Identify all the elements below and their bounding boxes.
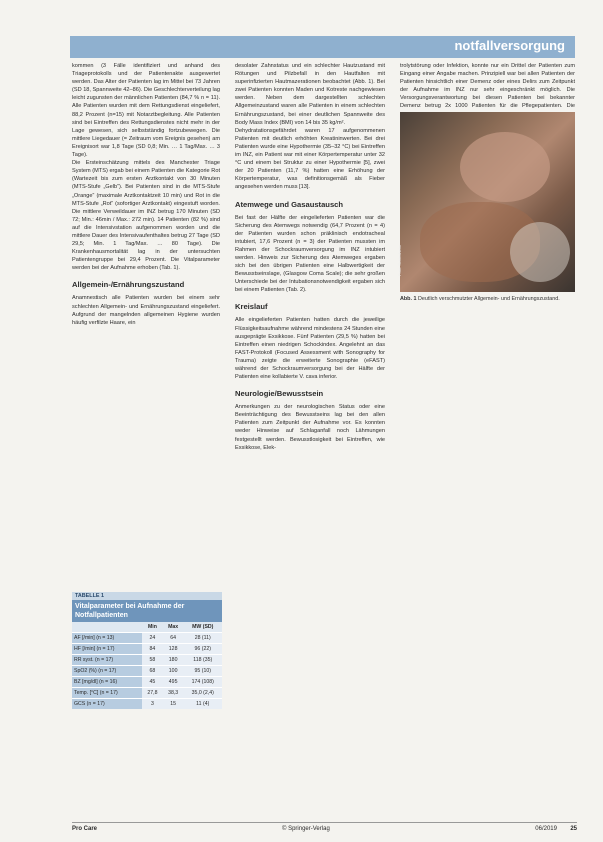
table-cell: 58 [142, 655, 163, 666]
section-heading: Atemwege und Gasaustausch [235, 199, 344, 209]
row-label: HF [/min] (n = 17) [72, 644, 142, 655]
row-label: AF [/min] (n = 13) [72, 633, 142, 644]
table-header-cell: Max [163, 622, 184, 633]
paragraph: kommen (3 Fälle identifiziert und anhand des Triageprotokolls und der Patientenakte ausgewertet werden. Das Alter der Patienten lag im Mittel bei 73 Jahren (SD 18, Spannweite 42–86). Die Geschlechterverteilung lag leicht zugunsten der männlichen Patienten (84,7 % n = 11). Alle Patienten wurden mit dem Rettungsdienst eingeliefert, 88,2 Prozent (n=15) mit Notarztbegleitung. Alle Patienten sind bei Eintreffen des Rettungsdienstes nicht mehr in der Lage gewesen, sich selbstständig fortzubewegen. Die mittlere Liegedauer (= Zeitraum vom Ereignis gesehen) am Ereignisort war 1,8 Tage (SD 0,8; Min. … 1 Tag/Max. … 3 Tage). [72, 63, 221, 159]
table-cell: 3 [142, 699, 163, 710]
caption-text: Deutlich verschmutzter Allgemein- und Ernährungszustand. [417, 296, 560, 302]
table-header-cell [72, 622, 142, 633]
paragraph: Bei fast der Hälfte der eingelieferten Patienten war die Sicherung des Atemwegs notwendig (64,7 Prozent (n = 4) der Patienten wurden schon präklinisch endotracheal intubiert, 17,6 Prozent (n = 3) der Patienten mussten im Rahmen der Schockraumversorgung im INZ intubiert werden. Hinweis zur Sicherung des Atemweges ergaben sich bei den übrigen Patienten eine Halbwertigkeit der Bewusstseinslage, (Glasgow Coma Scale); die sehr großen Unterschiede bei der Intubationsnotwendigkeit ergaben sich bei einem Patienten (Tab. 2). [235, 214, 385, 294]
section-heading: Kreislauf [235, 302, 268, 312]
table-label: TABELLE 1 [72, 592, 222, 600]
page-number: 25 [570, 826, 577, 832]
table-row [72, 655, 222, 666]
vital-signs-table [72, 592, 222, 709]
paragraph: Alle eingelieferten Patienten hatten durch die jeweilige Flüssigkeitsaufnahme während mindestens 24 Stunden eine ausgeprägte Exsikkose. Fünf Patienten (29,5 %) hatten bei Eintreffen einen niedrigen Schockindex. Angelehnt an das FAST-Protokoll (Focused Assessment with Sonography for Trauma) zeigte die erweiterte Sonographie (eFAST) während der Schockraumversorgung bei der Hälfte der Patienten eine kollabierte V. cava inferior. [235, 317, 385, 381]
table-cell: 118 (35) [183, 655, 222, 666]
row-label: RR syst. (n = 17) [72, 655, 142, 666]
section-title: notfallversorgung [454, 38, 565, 53]
table-cell: 100 [163, 666, 184, 677]
table-cell: 24 [142, 633, 163, 644]
photo-credit: Foto: Schiedhelm [397, 244, 402, 276]
publisher: © Springer-Verlag [282, 826, 330, 832]
paragraph: Anmerkungen zu der neurologischen Status oder eine Beeinträchtigung des Bewusstseins lag bei den allen Patienten zum Zeitpunkt der Aufnahme vor. Es konnten weder Hinweise auf Schlaganfall noch Lähmungen festgestellt werden. Bewusstlosigkeit bei Eintreffen, wie Exsikkose, Elek- [235, 404, 385, 451]
section-heading: Neurologie/Bewusstsein [235, 389, 324, 399]
table-cell: 64 [163, 633, 184, 644]
paragraph: trolytstörung oder Infektion, konnte nur ein Drittel der Patienten zum Eingang einer Angabe machen. Prinzipiell war bei allen Patienten der Patienten hinsichtlich einer Demenz oder eines Delirs zum Zeitpunkt der Aufnahme im INZ nur sehr eingeschränkt möglich. Die Versorgungsverantwortung bei diesen Patienten bei bekannter Demenz betrug 2x 1000 Patienten für die Pflegepatienten. Die [400, 63, 575, 110]
paragraph: Dehydratationsgefährdet waren 17 aufgenommenen Patienten mit deutlich erhöhten Kreatininwerten. Bei drei Patienten wurde eine Hypothermie (35–32 °C) bei Eintreffen im INZ, ein Patient war mit einer Körpertemperatur unter 32 °C und einem bei Struktur zu einer Hypothermie [5], zwei der 20 Patienten (11,7 %) hatten eine Erhöhung der Körpertemperatur, was definitionsgemäß als Fieber angesehen werden muss [13]. [235, 127, 385, 191]
row-label: Temp. [°C] (n = 17) [72, 688, 142, 699]
table-row [72, 644, 222, 655]
journal-name: Pro Care [72, 826, 98, 832]
table-cell: 28 (11) [183, 633, 222, 644]
table-cell: 68 [142, 666, 163, 677]
table-cell: 174 (108) [183, 677, 222, 688]
table-row [72, 666, 222, 677]
table-cell: 11 (4) [183, 699, 222, 710]
paragraph: desolater Zahnstatus und ein schlechter Hautzustand mit Rötungen und Pilzbefall in den Hautfalten mit superinfizierten Hautmazerationen beobachtet (Abb. 1). Bei zwei Patienten konnten Maden und Kotreste nachgewiesen werden. Neben dem dargestellten schlechten Allgemeinzustand waren alle Patienten in einem schlechten Ernährungszustand, bei einer deutlichen Spannweite des Body Mass Index (BMI) von 14 bis 35 kg/m². [235, 63, 385, 126]
table-cell: 35,0 (2,4) [183, 688, 222, 699]
row-label: BZ [mg/dl] (n = 16) [72, 677, 142, 688]
table-grid [72, 622, 222, 709]
table-header-cell: MW (SD) [183, 622, 222, 633]
caption-label: Abb. 1 [400, 296, 417, 302]
figure-caption [400, 296, 575, 303]
text-column-1 [72, 62, 220, 327]
table-row [72, 677, 222, 688]
section-heading: Allgemein-/Ernährungszustand [72, 280, 185, 290]
table-cell: 45 [142, 677, 163, 688]
table-cell: 27,8 [142, 688, 163, 699]
patient-photo [397, 112, 575, 292]
table-cell: 95 (10) [183, 666, 222, 677]
paragraph: Anamnestisch alle Patienten wurden bei einem sehr schlechten Allgemein- und Ernährungszustand eingeliefert. Aufgrund der mangelnden allgemeinen Hygiene wurden häufig verfilzte Haare, ein [72, 295, 220, 326]
table-row [72, 699, 222, 710]
table-cell: 84 [142, 644, 163, 655]
paragraph: Die Ersteinschätzung mittels des Manchester Triage System (MTS) ergab bei einem Patienten die Kategorie Rot (Wartezeit bis zum ersten Arztkontakt von 30 Minuten (MTS-Stufe „Gelb“). Bei Patienten sind in die MTS-Stufe „Orange“ (maximale Arztkontaktzeit 10 min) und Rot in die MTS-Stufe „Rot“ (sofortiger Arztkontakt) eingestuft worden. Die mittlere Verweildauer im INZ betrug 170 Minuten (SD 72; Min.: 46min / Max.: 272 min). 14 Patienten (82 %) sind auf die Intensivstation aufgenommen worden und die mittlere Dauer des Intensivaufenthaltes betrug 27 Tage (SD 29,5; Min. 1 Tag/Max. … 80 Tage). Die Krankenhausmortalität lag in der untersuchten Patientengruppe bei 29,4 Prozent. Die Vitalparameter werden bei der Aufnahme erhoben (Tab. 1). [72, 160, 220, 272]
table-cell: 96 (22) [183, 644, 222, 655]
table-row [72, 633, 222, 644]
table-cell: 128 [163, 644, 184, 655]
photo-detail [510, 222, 570, 282]
table-cell: 15 [163, 699, 184, 710]
table-cell: 495 [163, 677, 184, 688]
section-header-bar [70, 36, 575, 58]
photo-detail [460, 132, 550, 202]
row-label: GCS (n = 17) [72, 699, 142, 710]
table-row [72, 688, 222, 699]
page-footer [72, 822, 577, 835]
table-header-cell: Min [142, 622, 163, 633]
text-column-2 [235, 62, 385, 452]
table-title: Vitalparameter bei Aufnahme der Notfallpatienten [72, 600, 222, 622]
table-cell: 180 [163, 655, 184, 666]
row-label: SpO2 (%) (n = 17) [72, 666, 142, 677]
issue-number: 06/2019 [535, 826, 557, 832]
table-cell: 38,3 [163, 688, 184, 699]
